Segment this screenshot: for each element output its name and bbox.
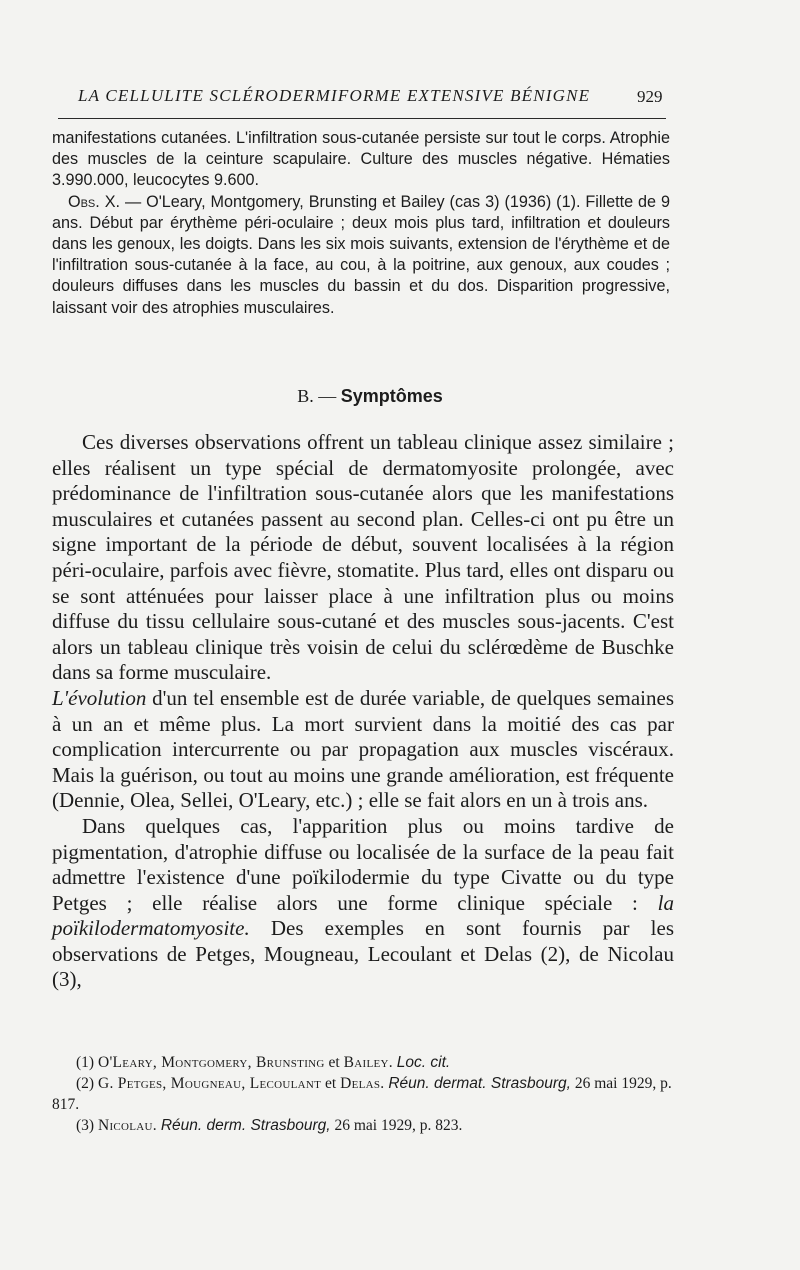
observation-text: — O'Leary, Montgomery, Brunsting et Bailey (cas 3) (1936) (1). Fillette de 9 ans. Début par érythème péri-oculaire ; deux mois plus tard, infiltration et douleurs dans les genoux, les doigts. Dans les six mois suivants, extension de l'érythème et de l'infiltration sous-cutanée à la face, au cou, à la poitrine, aux genoux, aux coudes ; douleurs diffuses dans les muscles du bassin et du dos. Disparition progressive, laissant voir des atrophies musculaires. [52,192,670,317]
body-text [52,430,674,993]
footnote-2 [52,1073,676,1115]
paragraph-1: Ces diverses observations offrent un tableau clinique assez similaire ; elles réalisent un type spécial de dermatomyosite prolongée, avec prédominance de l'infiltration sous-cutanée alors que les manifestations musculaires et cutanées passent au second plan. Celles-ci ont pu être un signe important de la période de début, souvent localisées à la région péri-oculaire, parfois avec fièvre, stomatite. Plus tard, elles ont disparu ou se sont atténuées pour laisser place à une infiltration plus ou moins diffuse du tissu cellulaire sous-cutané et des muscles sous-jacents. C'est alors un tableau clinique très voisin de celui du sclérœdème de Buschke dans sa forme musculaire. [52,430,674,685]
section-heading [0,386,740,407]
footnote-conjunction: et [321,1075,341,1092]
observation-x [52,192,670,319]
footnote-1 [52,1052,676,1073]
paragraph-2 [52,686,674,814]
footnote-author-last: Bailey. [343,1054,393,1071]
section-title: Symptômes [340,386,443,406]
footnote-number: (2) [76,1075,95,1092]
footnote-author-last: Delas. [340,1075,385,1092]
footnote-source: Réun. dermat. Strasbourg, [388,1075,571,1092]
observation-label: Obs. X. [68,192,121,211]
running-title: LA CELLULITE SCLÉRODERMIFORME EXTENSIVE BÉNIGNE [78,86,591,105]
footnote-number: (3) [76,1117,95,1134]
footnote-conjunction: et [324,1054,344,1071]
footnote-date: 26 mai 1929, p. 817. [52,1075,672,1113]
section-letter: B. — [297,386,337,406]
footnote-authors: Nicolau. [97,1117,157,1134]
paragraph-3-italic: la poïkilodermatomyosite. [52,890,674,941]
footnote-source: Réun. derm. Strasbourg, [160,1117,331,1134]
observation-block [52,128,670,319]
footnotes [52,1052,676,1136]
footnote-source: Loc. cit. [396,1054,451,1071]
paragraph-3 [52,814,674,993]
observation-continuation: manifestations cutanées. L'infiltration sous-cutanée persiste sur tout le corps. Atrophie des muscles de la ceinture scapulaire. Culture des muscles négative. Hématies 3.990.000, leucocytes 9.600. [52,129,670,190]
paragraph-2-italic: L'évolution [52,685,147,710]
footnote-3 [52,1115,676,1136]
paragraph-2-text: d'un tel ensemble est de durée variable, de quelques semaines à un an et même plus. La mort survient dans la moitié des cas par complication intercurrente ou par propagation aux muscles viscéraux. Mais la guérison, ou tout au moins une grande amélioration, est fréquente (Dennie, Olea, Sellei, O'Leary, etc.) ; elle se fait alors en un à trois ans. [52,685,674,813]
footnote-authors: O'Leary, Montgomery, Brunsting [97,1054,325,1071]
paragraph-3-end: Des exemples en sont fournis par les observations de Petges, Mougneau, Lecoulant et Delas (2), de Nicolau (3), [52,916,674,992]
page-number: 929 [637,87,663,106]
footnote-date: 26 mai 1929, p. 823. [330,1117,463,1134]
footnote-authors: G. Petges, Mougneau, Lecoulant [97,1075,322,1092]
footnote-number: (1) [76,1054,95,1071]
header-rule [58,118,666,119]
paragraph-3-start: Dans quelques cas, l'apparition plus ou moins tardive de pigmentation, d'atrophie diffuse ou localisée de la surface de la peau fait admettre l'existence d'une poïkilodermie du type Civatte ou du type Petges ; elle réalise alors une forme clinique spéciale : [52,813,674,915]
